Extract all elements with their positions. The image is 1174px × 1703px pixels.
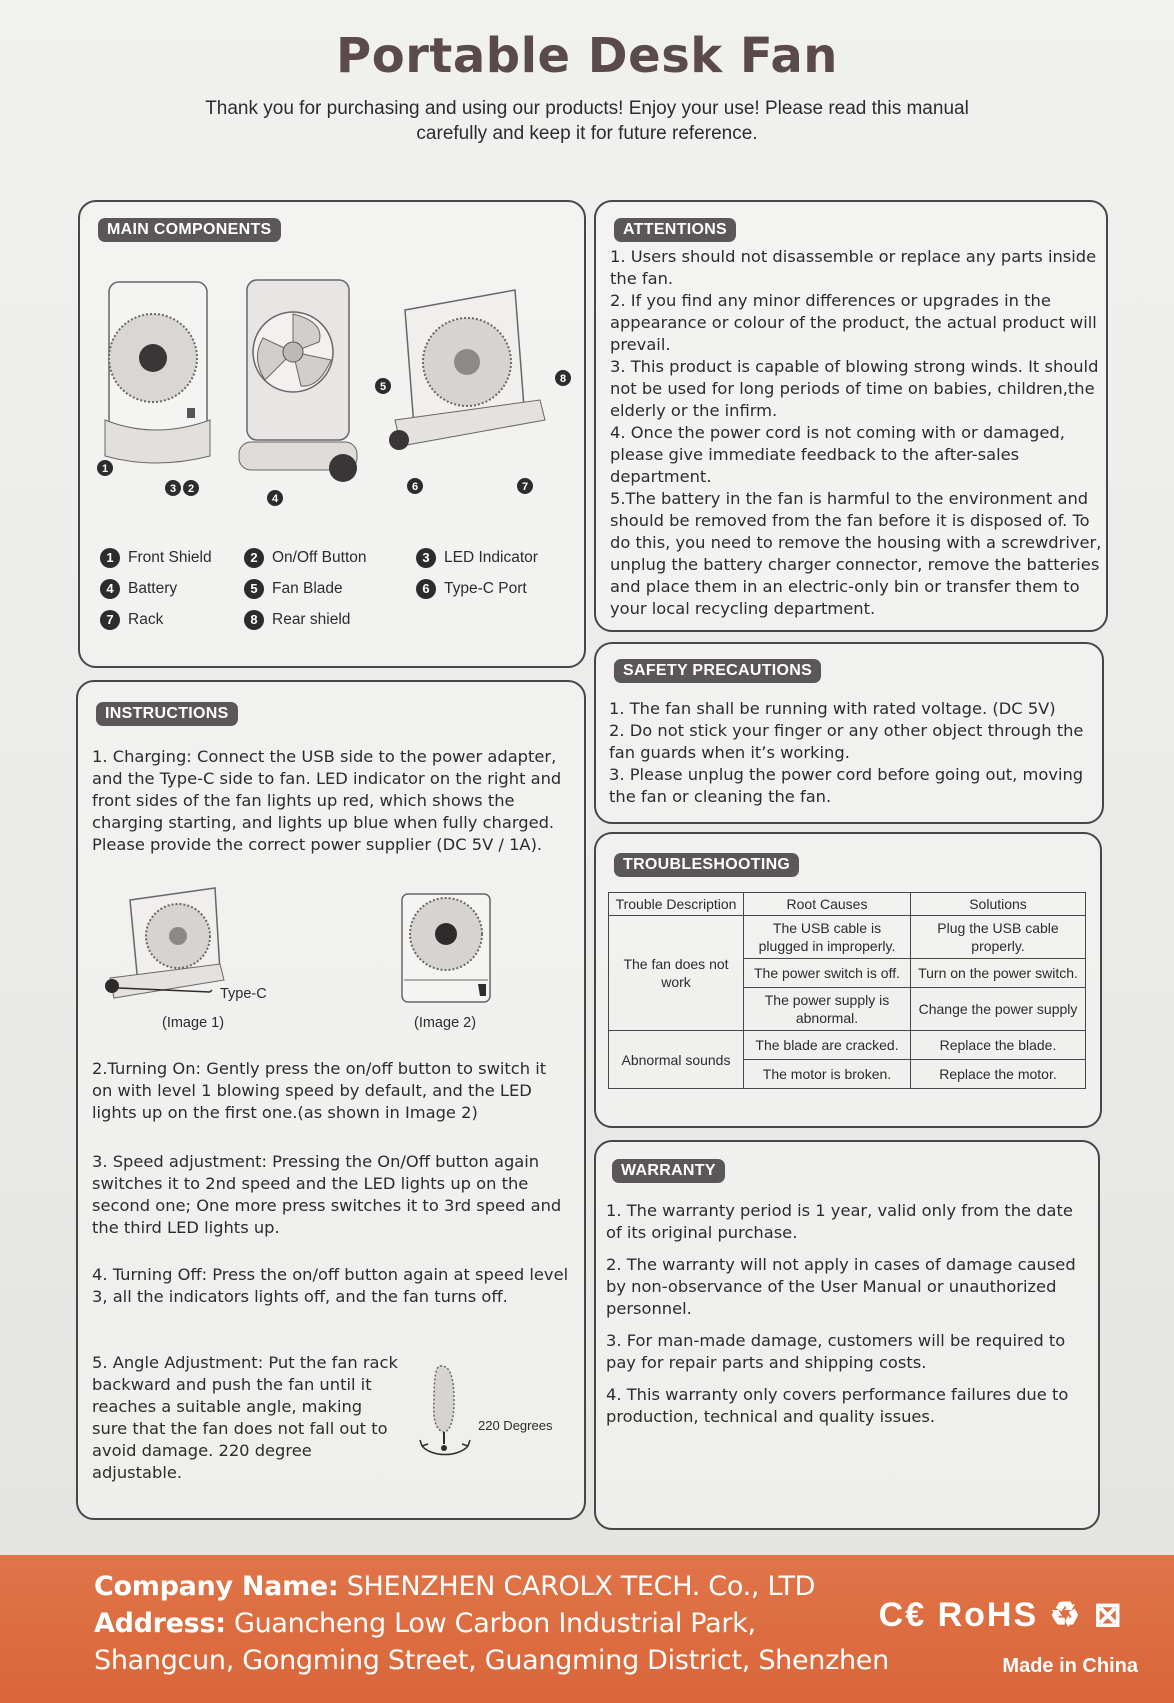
solution-cell: Replace the blade.	[911, 1031, 1086, 1060]
instructions-tag: INSTRUCTIONS	[96, 702, 238, 726]
attention-item: 5.The battery in the fan is harmful to the environment and should be removed from the fan before it is disposed of. To do this, you need to remove the housing with a screwdriver, unplug the battery charger connector, remove the batteries and place them in an electric-only bin or transfer them to your local recycling department.	[610, 489, 1102, 618]
angle-adjustment-icon	[414, 1360, 484, 1466]
solution-cell: Plug the USB cable properly.	[911, 916, 1086, 959]
solution-cell: Replace the motor.	[911, 1060, 1086, 1089]
image-2-caption: (Image 2)	[414, 1015, 477, 1031]
legend-rack: 7 Rack	[100, 610, 163, 630]
page-title: Portable Desk Fan	[336, 28, 838, 84]
column-header: Trouble Description	[609, 893, 744, 916]
cause-cell: The USB cable is plugged in improperly.	[744, 916, 911, 959]
instruction-step-4: 4. Turning Off: Press the on/off button again at speed level 3, all the indicators lights off, and the fan turns off.	[92, 1265, 569, 1306]
image-2-fan-led-illustration	[398, 890, 494, 1006]
callout-8-label: 8	[559, 373, 567, 385]
troubleshooting-tag: TROUBLESHOOTING	[614, 853, 799, 877]
instruction-step-2: 2.Turning On: Gently press the on/off button to switch it on with level 1 blowing speed by default, and the LED lights up on the first one.(as shown in Image 2)	[92, 1059, 547, 1122]
safety-item: 3. Please unplug the power cord before going out, moving the fan or cleaning the fan.	[609, 765, 1084, 806]
solution-cell: Turn on the power switch.	[911, 959, 1086, 988]
trouble-cell: The fan does not work	[609, 916, 744, 1031]
intro-text: Thank you for purchasing and using our products! Enjoy your use! Please read this manual carefully and keep it for future reference.	[205, 98, 969, 144]
attention-item: 1. Users should not disassemble or replace any parts inside the fan.	[610, 247, 1097, 288]
legend-battery: 4 Battery	[100, 579, 177, 599]
cause-cell: The power switch is off.	[744, 959, 911, 988]
image-1-fan-charging-illustration	[100, 880, 300, 1010]
callout-6-label: 6	[411, 481, 419, 493]
address-line-2: Shangcun, Gongming Street, Guangming District, Shenzhen	[94, 1645, 889, 1676]
callout-2-label: 2	[187, 483, 195, 495]
certification-marks-icon: C€ RoHS ♻ ⊠	[878, 1596, 1124, 1634]
instruction-step-3: 3. Speed adjustment: Pressing the On/Off button again switches it to 2nd speed and the LED lights up on the second one; One more press switches it to 3rd speed and the third LED lights up.	[92, 1152, 562, 1237]
table-row	[609, 916, 1086, 959]
legend-front-shield: 1 Front Shield	[100, 548, 212, 568]
callout-7-label: 7	[521, 481, 529, 493]
legend-fan-blade: 5 Fan Blade	[244, 579, 343, 599]
cause-cell: The power supply is abnormal.	[744, 988, 911, 1031]
callout-5-label: 5	[379, 381, 387, 393]
instruction-step-5: 5. Angle Adjustment: Put the fan rack backward and push the fan until it reaches a suitable angle, making sure that the fan does not fall out to avoid damage. 220 degree adjustable.	[92, 1353, 398, 1482]
attentions-tag: ATTENTIONS	[614, 218, 736, 242]
legend-type-c-port: 6 Type-C Port	[416, 579, 527, 599]
type-c-label: Type-C	[220, 986, 267, 1002]
main-components-tag: MAIN COMPONENTS	[98, 218, 281, 242]
legend-rear-shield: 8 Rear shield	[244, 610, 350, 630]
trouble-cell: Abnormal sounds	[609, 1031, 744, 1089]
warranty-list	[606, 1200, 1092, 1428]
callout-4-label: 4	[271, 493, 279, 505]
table-row	[609, 1031, 1086, 1060]
safety-item: 1. The fan shall be running with rated voltage. (DC 5V)	[609, 699, 1056, 718]
company-line: Company Name: SHENZHEN CAROLX TECH. Co., LTD	[94, 1571, 816, 1602]
cause-cell: The blade are cracked.	[744, 1031, 911, 1060]
solution-cell: Change the power supply	[911, 988, 1086, 1031]
address-line-1: Address: Guancheng Low Carbon Industrial Park,	[94, 1608, 756, 1639]
instruction-step-1: 1. Charging: Connect the USB side to the power adapter, and the Type-C side to fan. LED indicator on the right and front sides of the fan lights up red, which shows the charging starting, and lights up blue when fully charged. Please provide the correct power supplier (DC 5V / 1A).	[92, 747, 562, 854]
table-header-row	[609, 893, 1086, 916]
column-header: Solutions	[911, 893, 1086, 916]
column-header: Root Causes	[744, 893, 911, 916]
troubleshooting-table	[608, 892, 1086, 1089]
image-1-caption: (Image 1)	[162, 1015, 225, 1031]
legend-on-off-button: 2 On/Off Button	[244, 548, 367, 568]
fan-open-view	[239, 280, 357, 482]
warranty-item: 2. The warranty will not apply in cases of damage caused by non-observance of the User Manual or unauthorized personnel.	[606, 1255, 1076, 1318]
safety-tag: SAFETY PRECAUTIONS	[614, 659, 821, 683]
cause-cell: The motor is broken.	[744, 1060, 911, 1089]
warranty-item: 4. This warranty only covers performance failures due to production, technical and quality issues.	[606, 1385, 1069, 1426]
attention-item: 4. Once the power cord is not coming with or damaged, please give immediate feedback to the after-sales department.	[610, 423, 1065, 486]
legend-led-indicator: 3 LED Indicator	[416, 548, 538, 568]
footer-band	[0, 1555, 1174, 1703]
callout-1-label: 1	[101, 463, 109, 475]
degrees-label: 220 Degrees	[478, 1418, 553, 1433]
warranty-item: 3. For man-made damage, customers will be required to pay for repair parts and shipping costs.	[606, 1331, 1066, 1372]
attention-item: 3. This product is capable of blowing strong winds. It should not be used for long periods of time on babies, children,the elderly or the infirm.	[610, 357, 1099, 420]
attentions-list	[610, 246, 1102, 620]
callout-3-label: 3	[169, 483, 177, 495]
fan-rear-view	[389, 290, 545, 450]
safety-item: 2. Do not stick your finger or any other object through the fan guards when it’s working.	[609, 721, 1084, 762]
safety-list	[609, 698, 1097, 808]
fan-components-illustration	[95, 270, 575, 510]
warranty-item: 1. The warranty period is 1 year, valid only from the date of its original purchase.	[606, 1201, 1073, 1242]
fan-front-view	[105, 282, 210, 463]
attention-item: 2. If you find any minor differences or upgrades in the appearance or colour of the product, the actual product will prevail.	[610, 291, 1097, 354]
warranty-tag: WARRANTY	[612, 1159, 725, 1183]
made-in-label: Made in China	[1002, 1655, 1138, 1677]
